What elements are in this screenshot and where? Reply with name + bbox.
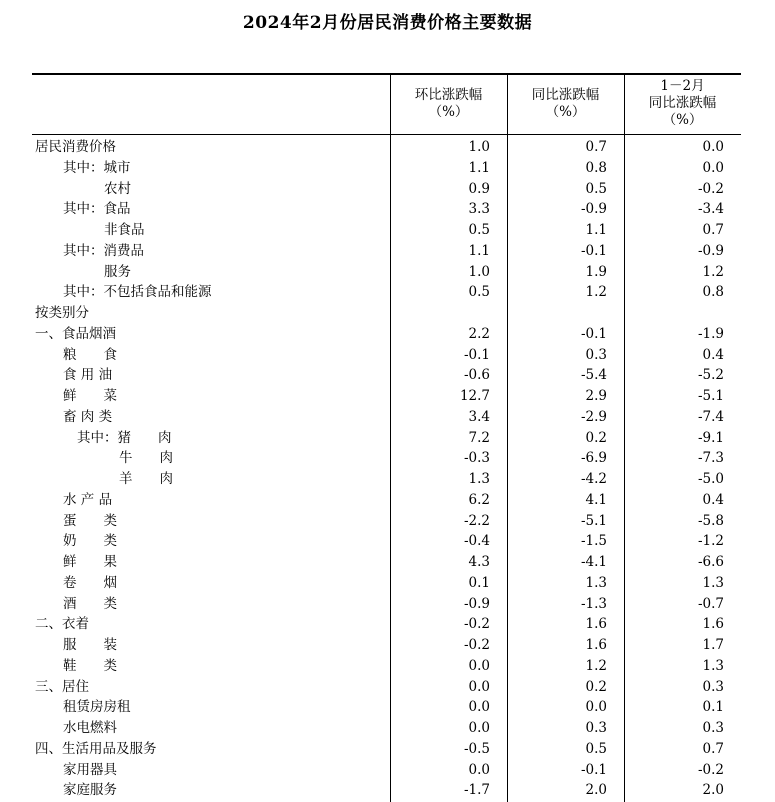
header-yoy-unit: （%） [545, 103, 586, 120]
yoy-value: 0.3 [585, 346, 607, 363]
ytd-value: 0.3 [702, 678, 724, 695]
yoy-value: -4.1 [580, 554, 607, 570]
yoy-value: 0.0 [585, 699, 607, 716]
yoy-value: -5.4 [580, 367, 607, 384]
yoy-value: -2.9 [580, 408, 607, 425]
row-label: 羊 肉 [119, 471, 173, 487]
yoy-value: -5.1 [580, 512, 607, 529]
ytd-value: -7.4 [697, 408, 724, 425]
row-label: 服务 [104, 263, 131, 280]
mom-value: -0.5 [463, 740, 490, 757]
row-label: 其中：不包括食品和能源 [63, 284, 212, 301]
header-rule [32, 134, 741, 135]
mom-value: 0.0 [468, 699, 490, 716]
row-label: 蛋 类 [63, 512, 117, 529]
mom-value: -0.3 [463, 450, 490, 467]
header-ytd-unit: （%） [662, 112, 703, 128]
ytd-value: 1.6 [702, 616, 724, 633]
mom-value: -0.4 [463, 533, 490, 550]
table-row [32, 365, 741, 386]
table-row [32, 428, 741, 449]
row-label: 畜 肉 类 [63, 408, 113, 425]
header-mom-label: 环比涨跌幅 [414, 86, 483, 103]
mom-value: 7.2 [468, 429, 490, 446]
ytd-value: 1.7 [702, 637, 724, 653]
row-label: 二、衣着 [35, 616, 89, 633]
yoy-value: 1.6 [585, 637, 607, 653]
table-row [32, 594, 741, 615]
mom-value: 0.9 [468, 180, 490, 197]
header-mom-unit: （%） [428, 103, 469, 120]
ytd-value: 0.3 [702, 720, 724, 736]
table-body [32, 137, 741, 801]
header-ytd-label: 同比涨跌幅 [648, 95, 717, 111]
yoy-value: -1.5 [580, 533, 607, 550]
mom-value: -1.7 [463, 782, 490, 799]
row-label: 家用器具 [63, 761, 117, 778]
mom-value: 3.3 [468, 201, 490, 218]
yoy-value: 1.9 [585, 263, 607, 280]
cpi-table [32, 73, 741, 802]
yoy-value: 1.1 [585, 222, 607, 238]
ytd-value: 0.8 [702, 284, 724, 301]
mom-value: -0.9 [463, 595, 490, 612]
ytd-value: -1.2 [697, 533, 724, 550]
header-yoy [507, 73, 624, 134]
mom-value: 3.4 [468, 408, 490, 425]
ytd-value: 0.7 [702, 222, 724, 238]
yoy-value: -1.3 [580, 595, 607, 612]
ytd-value: 0.4 [702, 491, 724, 508]
row-label: 其中：消费品 [63, 242, 144, 259]
yoy-value: -4.2 [580, 471, 607, 487]
page-title: 2024年2月份居民消费价格主要数据 [242, 13, 533, 33]
row-label: 服 装 [63, 637, 117, 653]
table-row [32, 448, 741, 469]
ytd-value: -5.8 [697, 512, 724, 529]
ytd-value: -0.2 [697, 180, 724, 197]
table-row [32, 656, 741, 677]
table-row [32, 179, 741, 200]
table-row [32, 262, 741, 283]
row-label: 其中：城市 [63, 159, 131, 176]
ytd-value: -1.9 [697, 325, 724, 342]
table-row [32, 552, 741, 573]
ytd-value: -6.6 [697, 554, 724, 570]
header-yoy-label: 同比涨跌幅 [531, 86, 600, 103]
yoy-value: 4.1 [585, 491, 607, 508]
table-row [32, 137, 741, 158]
row-label: 鲜 果 [63, 554, 117, 570]
table-row [32, 158, 741, 179]
row-label: 水电燃料 [63, 720, 117, 736]
row-label: 其中：食品 [63, 201, 131, 218]
row-label: 居民消费价格 [35, 139, 116, 155]
yoy-value: -0.1 [580, 761, 607, 778]
table-row [32, 282, 741, 303]
yoy-value: 0.2 [585, 429, 607, 446]
row-label: 其中：猪 肉 [77, 429, 172, 446]
row-label: 按类别分 [35, 305, 89, 321]
yoy-value: 0.5 [585, 740, 607, 757]
table-row [32, 697, 741, 718]
mom-value: 1.1 [468, 159, 490, 176]
ytd-value: -0.9 [697, 242, 724, 259]
mom-value: -0.2 [463, 616, 490, 633]
header-ytd-period: 1－2月 [660, 78, 705, 94]
yoy-value: 1.3 [585, 574, 607, 591]
yoy-value: 1.2 [585, 657, 607, 674]
yoy-value: -0.1 [580, 242, 607, 259]
yoy-value: 1.6 [585, 616, 607, 633]
mom-value: 0.0 [468, 657, 490, 674]
row-label: 奶 类 [63, 533, 117, 550]
row-label: 食 用 油 [63, 367, 113, 384]
table-row [32, 739, 741, 760]
yoy-value: 2.9 [585, 388, 607, 404]
mom-value: 4.3 [468, 554, 490, 570]
table-row [32, 386, 741, 407]
ytd-value: 0.4 [702, 346, 724, 363]
yoy-value: 1.2 [585, 284, 607, 301]
ytd-value: 2.0 [702, 782, 724, 799]
row-label: 四、生活用品及服务 [35, 740, 157, 757]
row-label: 鲜 菜 [63, 388, 117, 404]
ytd-value: -5.0 [697, 471, 724, 487]
header-mom [390, 73, 507, 134]
mom-value: 0.5 [468, 284, 490, 301]
table-row [32, 324, 741, 345]
ytd-value: -3.4 [697, 201, 724, 218]
mom-value: 0.5 [468, 222, 490, 238]
mom-value: 12.7 [459, 388, 490, 404]
yoy-value: 0.2 [585, 678, 607, 695]
yoy-value: -0.1 [580, 325, 607, 342]
row-label: 租赁房房租 [63, 699, 131, 716]
yoy-value: 2.0 [585, 782, 607, 799]
mom-value: -0.6 [463, 367, 490, 384]
mom-value: 1.3 [468, 471, 490, 487]
mom-value: 0.0 [468, 678, 490, 695]
row-label: 一、食品烟酒 [35, 325, 116, 342]
table-row [32, 511, 741, 532]
ytd-value: -0.2 [697, 761, 724, 778]
mom-value: -0.2 [463, 637, 490, 653]
mom-value: 1.0 [468, 263, 490, 280]
header-ytd [624, 73, 741, 134]
mom-value: 0.1 [468, 574, 490, 591]
mom-value: 0.0 [468, 761, 490, 778]
table-row [32, 220, 741, 241]
table-row [32, 677, 741, 698]
row-label: 鞋 类 [63, 657, 117, 674]
row-label: 卷 烟 [63, 574, 117, 591]
ytd-value: -5.1 [697, 388, 724, 404]
yoy-value: 0.3 [585, 720, 607, 736]
table-row [32, 573, 741, 594]
mom-value: 0.0 [468, 720, 490, 736]
ytd-value: 1.3 [702, 657, 724, 674]
row-label: 家庭服务 [63, 782, 117, 799]
ytd-value: -0.7 [697, 595, 724, 612]
yoy-value: -6.9 [580, 450, 607, 467]
ytd-value: 0.0 [702, 159, 724, 176]
yoy-value: 0.8 [585, 159, 607, 176]
row-label: 三、居住 [35, 678, 89, 695]
mom-value: -0.1 [463, 346, 490, 363]
table-row [32, 718, 741, 739]
table-row [32, 760, 741, 781]
row-label: 农村 [104, 180, 131, 197]
mom-value: 6.2 [468, 491, 490, 508]
table-row [32, 199, 741, 220]
ytd-value: -7.3 [697, 450, 724, 467]
row-label: 牛 肉 [119, 450, 173, 467]
mom-value: 2.2 [468, 325, 490, 342]
ytd-value: 1.3 [702, 574, 724, 591]
row-label: 粮 食 [63, 346, 117, 363]
table-row [32, 614, 741, 635]
table-row [32, 469, 741, 490]
table-row [32, 635, 741, 656]
ytd-value: -9.1 [697, 429, 724, 446]
table-row [32, 531, 741, 552]
mom-value: 1.0 [468, 139, 490, 155]
table-row [32, 241, 741, 262]
table-row [32, 345, 741, 366]
yoy-value: 0.5 [585, 180, 607, 197]
mom-value: 1.1 [468, 242, 490, 259]
table-row [32, 780, 741, 801]
table-row [32, 303, 741, 324]
table-row [32, 490, 741, 511]
table-row [32, 407, 741, 428]
mom-value: -2.2 [463, 512, 490, 529]
yoy-value: -0.9 [580, 201, 607, 218]
ytd-value: -5.2 [697, 367, 724, 384]
ytd-value: 0.1 [702, 699, 724, 716]
row-label: 非食品 [104, 222, 145, 238]
ytd-value: 0.7 [702, 740, 724, 757]
ytd-value: 0.0 [702, 139, 724, 155]
ytd-value: 1.2 [702, 263, 724, 280]
row-label: 酒 类 [63, 595, 117, 612]
row-label: 水 产 品 [63, 491, 113, 508]
yoy-value: 0.7 [585, 139, 607, 155]
